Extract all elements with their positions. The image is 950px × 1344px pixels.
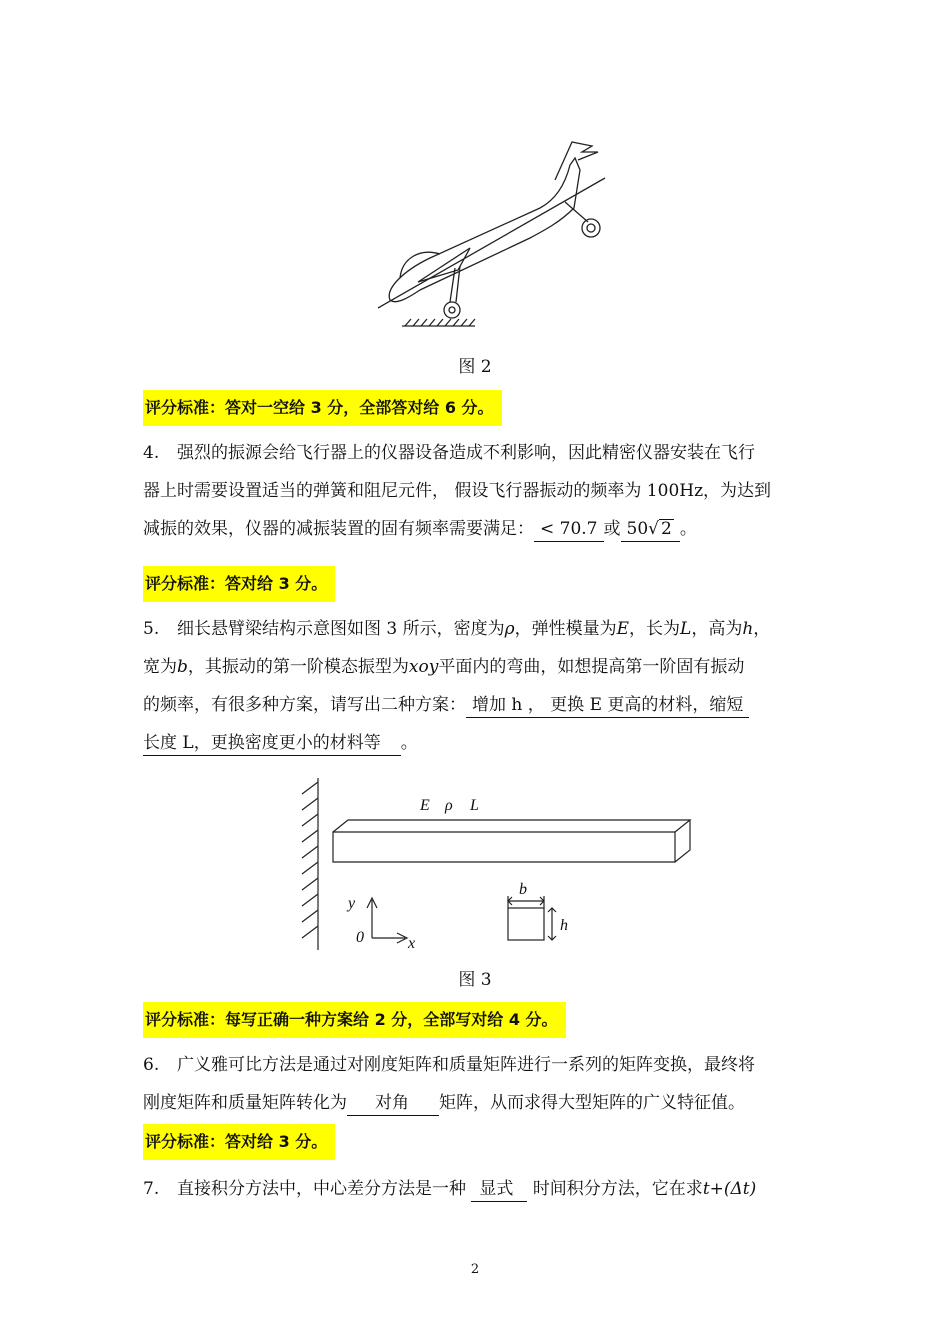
question-4 [143,434,833,548]
q4-answer-2-coef: 50 [626,519,649,539]
q5-text: ，高为 [691,619,743,639]
question-5 [143,610,833,762]
grading-criteria-1: 评分标准：答对一空给 3 分，全部答对给 6 分。 [143,390,502,426]
var-h: h [742,619,754,639]
main-wheel [444,302,460,318]
label-h: h [560,917,568,934]
sqrt-sign: √ [648,519,659,539]
rear-wheel [582,219,600,237]
q5-answer-part-2: 长度 L，更换密度更小的材料等 [143,731,401,756]
q4-answer-2-root: 2 [660,519,672,539]
label-y: y [348,895,356,912]
var-E: E [616,619,630,639]
q6-answer: 对角 [347,1091,439,1116]
label-origin: 0 [356,929,364,946]
q4-answer-2 [621,517,680,542]
q5-text: 宽为 [143,657,177,677]
beam-top-face [333,820,690,832]
q7-suffix: 时间积分方法，它在求 [532,1179,703,1199]
q4-line-3-prefix: 减振的效果，仪器的减振装置的固有频率需要满足： [143,519,534,539]
var-rho: ρ [504,619,515,639]
var-L: L [680,619,692,639]
fuselage [389,158,580,302]
q7-formula: t+(Δt) [702,1179,757,1199]
q5-text: ， [753,619,771,639]
label-x: x [408,935,416,952]
wing [418,248,470,282]
q4-end: 。 [679,519,697,539]
grading-criteria-2: 评分标准：答对给 3 分。 [143,566,335,602]
q5-end: 。 [400,733,418,753]
beam-front-face [333,832,675,862]
q5-text: 细长悬臂梁结构示意图如图 3 所示，密度为 [177,619,505,639]
grading-criteria-3: 评分标准：每写正确一种方案给 2 分，全部写对给 4 分。 [143,1002,566,1038]
figure-3-caption: 图 3 [458,970,492,990]
q7-number: 7. [143,1179,160,1199]
var-b: b [177,657,188,677]
question-6 [143,1046,833,1122]
cross-section [508,908,544,940]
q7-prefix: 直接积分方法中，中心差分方法是一种 [177,1179,466,1199]
q5-answer-part-1: 增加 h ， 更换 E 更高的材料，缩短 [466,693,749,718]
figure-3-cantilever-beam [290,770,710,960]
q6-line-2-suffix: 矩阵，从而求得大型矩阵的广义特征值。 [439,1093,745,1113]
q5-text: ，其振动的第一阶模态振型为 [187,657,409,677]
q6-line-1: 广义雅可比方法是通过对刚度矩阵和质量矩阵进行一系列的矩阵变换，最终将 [177,1055,755,1075]
var-xoy: xoy [408,657,439,677]
figure-2-caption: 图 2 [458,357,492,377]
q6-line-2-prefix: 刚度矩阵和质量矩阵转化为 [143,1093,347,1113]
reference-line [378,178,605,308]
label-rho: ρ [445,797,453,814]
grading-criteria-4: 评分标准：答对给 3 分。 [143,1124,335,1160]
q4-or: 或 [603,519,621,539]
q7-answer: 显式 [471,1177,527,1202]
q4-number: 4. [143,443,160,463]
label-E: E [420,797,430,814]
label-L: L [470,797,479,814]
rear-gear-strut [565,202,588,222]
q6-number: 6. [143,1055,160,1075]
q4-line-1: 强烈的振源会给飞行器上的仪器设备造成不利影响，因此精密仪器安装在飞行 [177,443,755,463]
q5-text: ，弹性模量为 [514,619,617,639]
q5-line-3-prefix: 的频率，有很多种方案，请写出二种方案： [143,695,466,715]
q5-text: 平面内的弯曲，如想提高第一阶固有振动 [438,657,745,677]
label-b: b [519,881,527,898]
q4-line-2: 器上时需要设置适当的弹簧和阻尼元件， 假设飞行器振动的频率为 100Hz，为达到 [143,481,772,501]
question-7 [143,1170,833,1208]
q5-text: ，长为 [629,619,681,639]
page-number: 2 [470,1262,480,1277]
main-gear-strut [450,268,455,302]
q5-number: 5. [143,619,160,639]
figure-2-aircraft-drawing [360,130,630,340]
q4-answer-1: < 70.7 [534,517,604,542]
